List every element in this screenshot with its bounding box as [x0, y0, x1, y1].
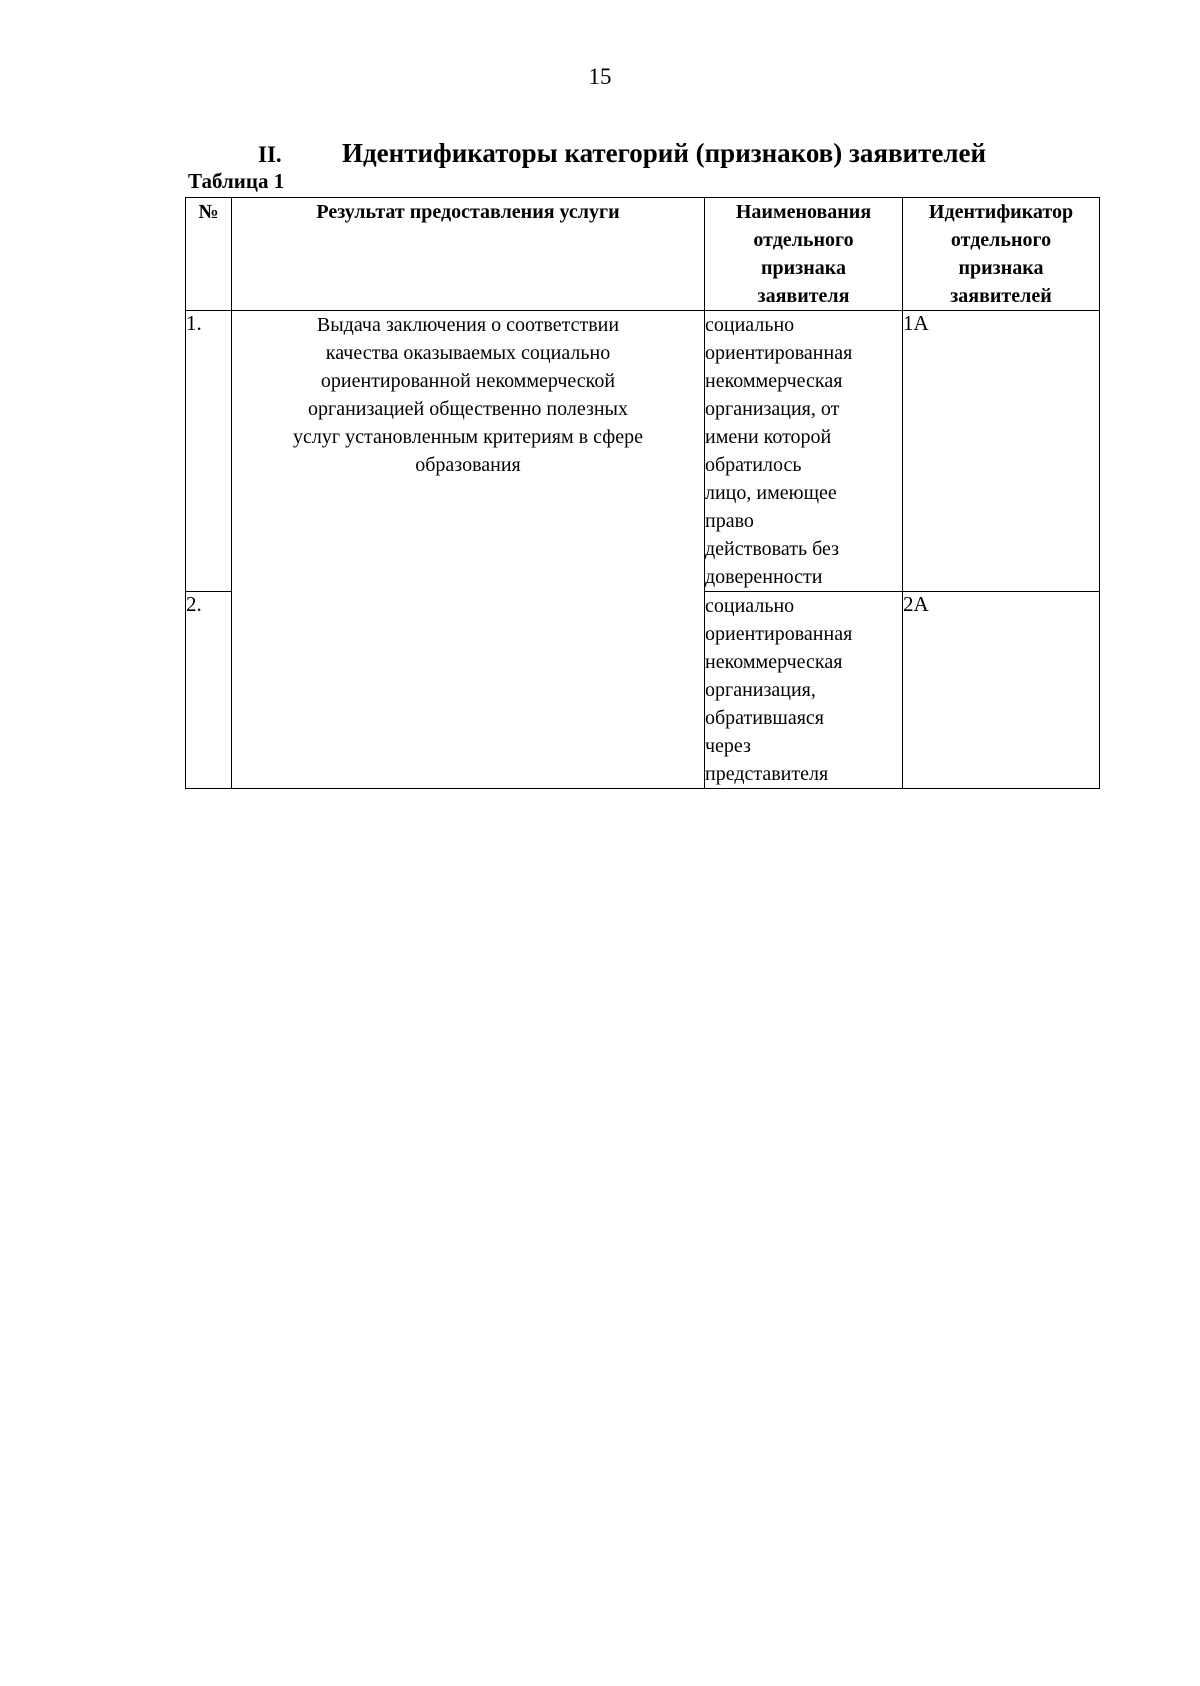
result-cell: Выдача заключения о соответствии качества оказываемых социально ориентированной некоммерческой организацией общественно полезных услуг установленным критериям в сфере образования [232, 311, 705, 789]
attribute-id-cell: 2А [903, 592, 1100, 789]
section-heading [258, 138, 986, 169]
header-num: № [186, 198, 232, 311]
header-result: Результат предоставления услуги [232, 198, 705, 311]
table-caption: Таблица 1 [188, 169, 285, 193]
row-number: 1. [186, 311, 232, 592]
row-number: 2. [186, 592, 232, 789]
table-header-row [186, 198, 1100, 311]
section-number: II. [258, 142, 282, 167]
attribute-name-cell: социально ориентированная некоммерческая организация, обратившаяся через представителя [705, 592, 903, 789]
attribute-id-cell: 1А [903, 311, 1100, 592]
section-title: Идентификаторы категорий (признаков) заявителей [342, 138, 987, 168]
page-number: 15 [588, 64, 612, 89]
table-row [186, 311, 1100, 592]
header-name: Наименования отдельного признака заявителя [705, 198, 903, 311]
attribute-name-cell: социально ориентированная некоммерческая организация, от имени которой обратилось лицо, имеющее право действовать без доверенности [705, 311, 903, 592]
header-id: Идентификатор отдельного признака заявителей [903, 198, 1100, 311]
applicant-identifiers-table [185, 197, 1100, 789]
